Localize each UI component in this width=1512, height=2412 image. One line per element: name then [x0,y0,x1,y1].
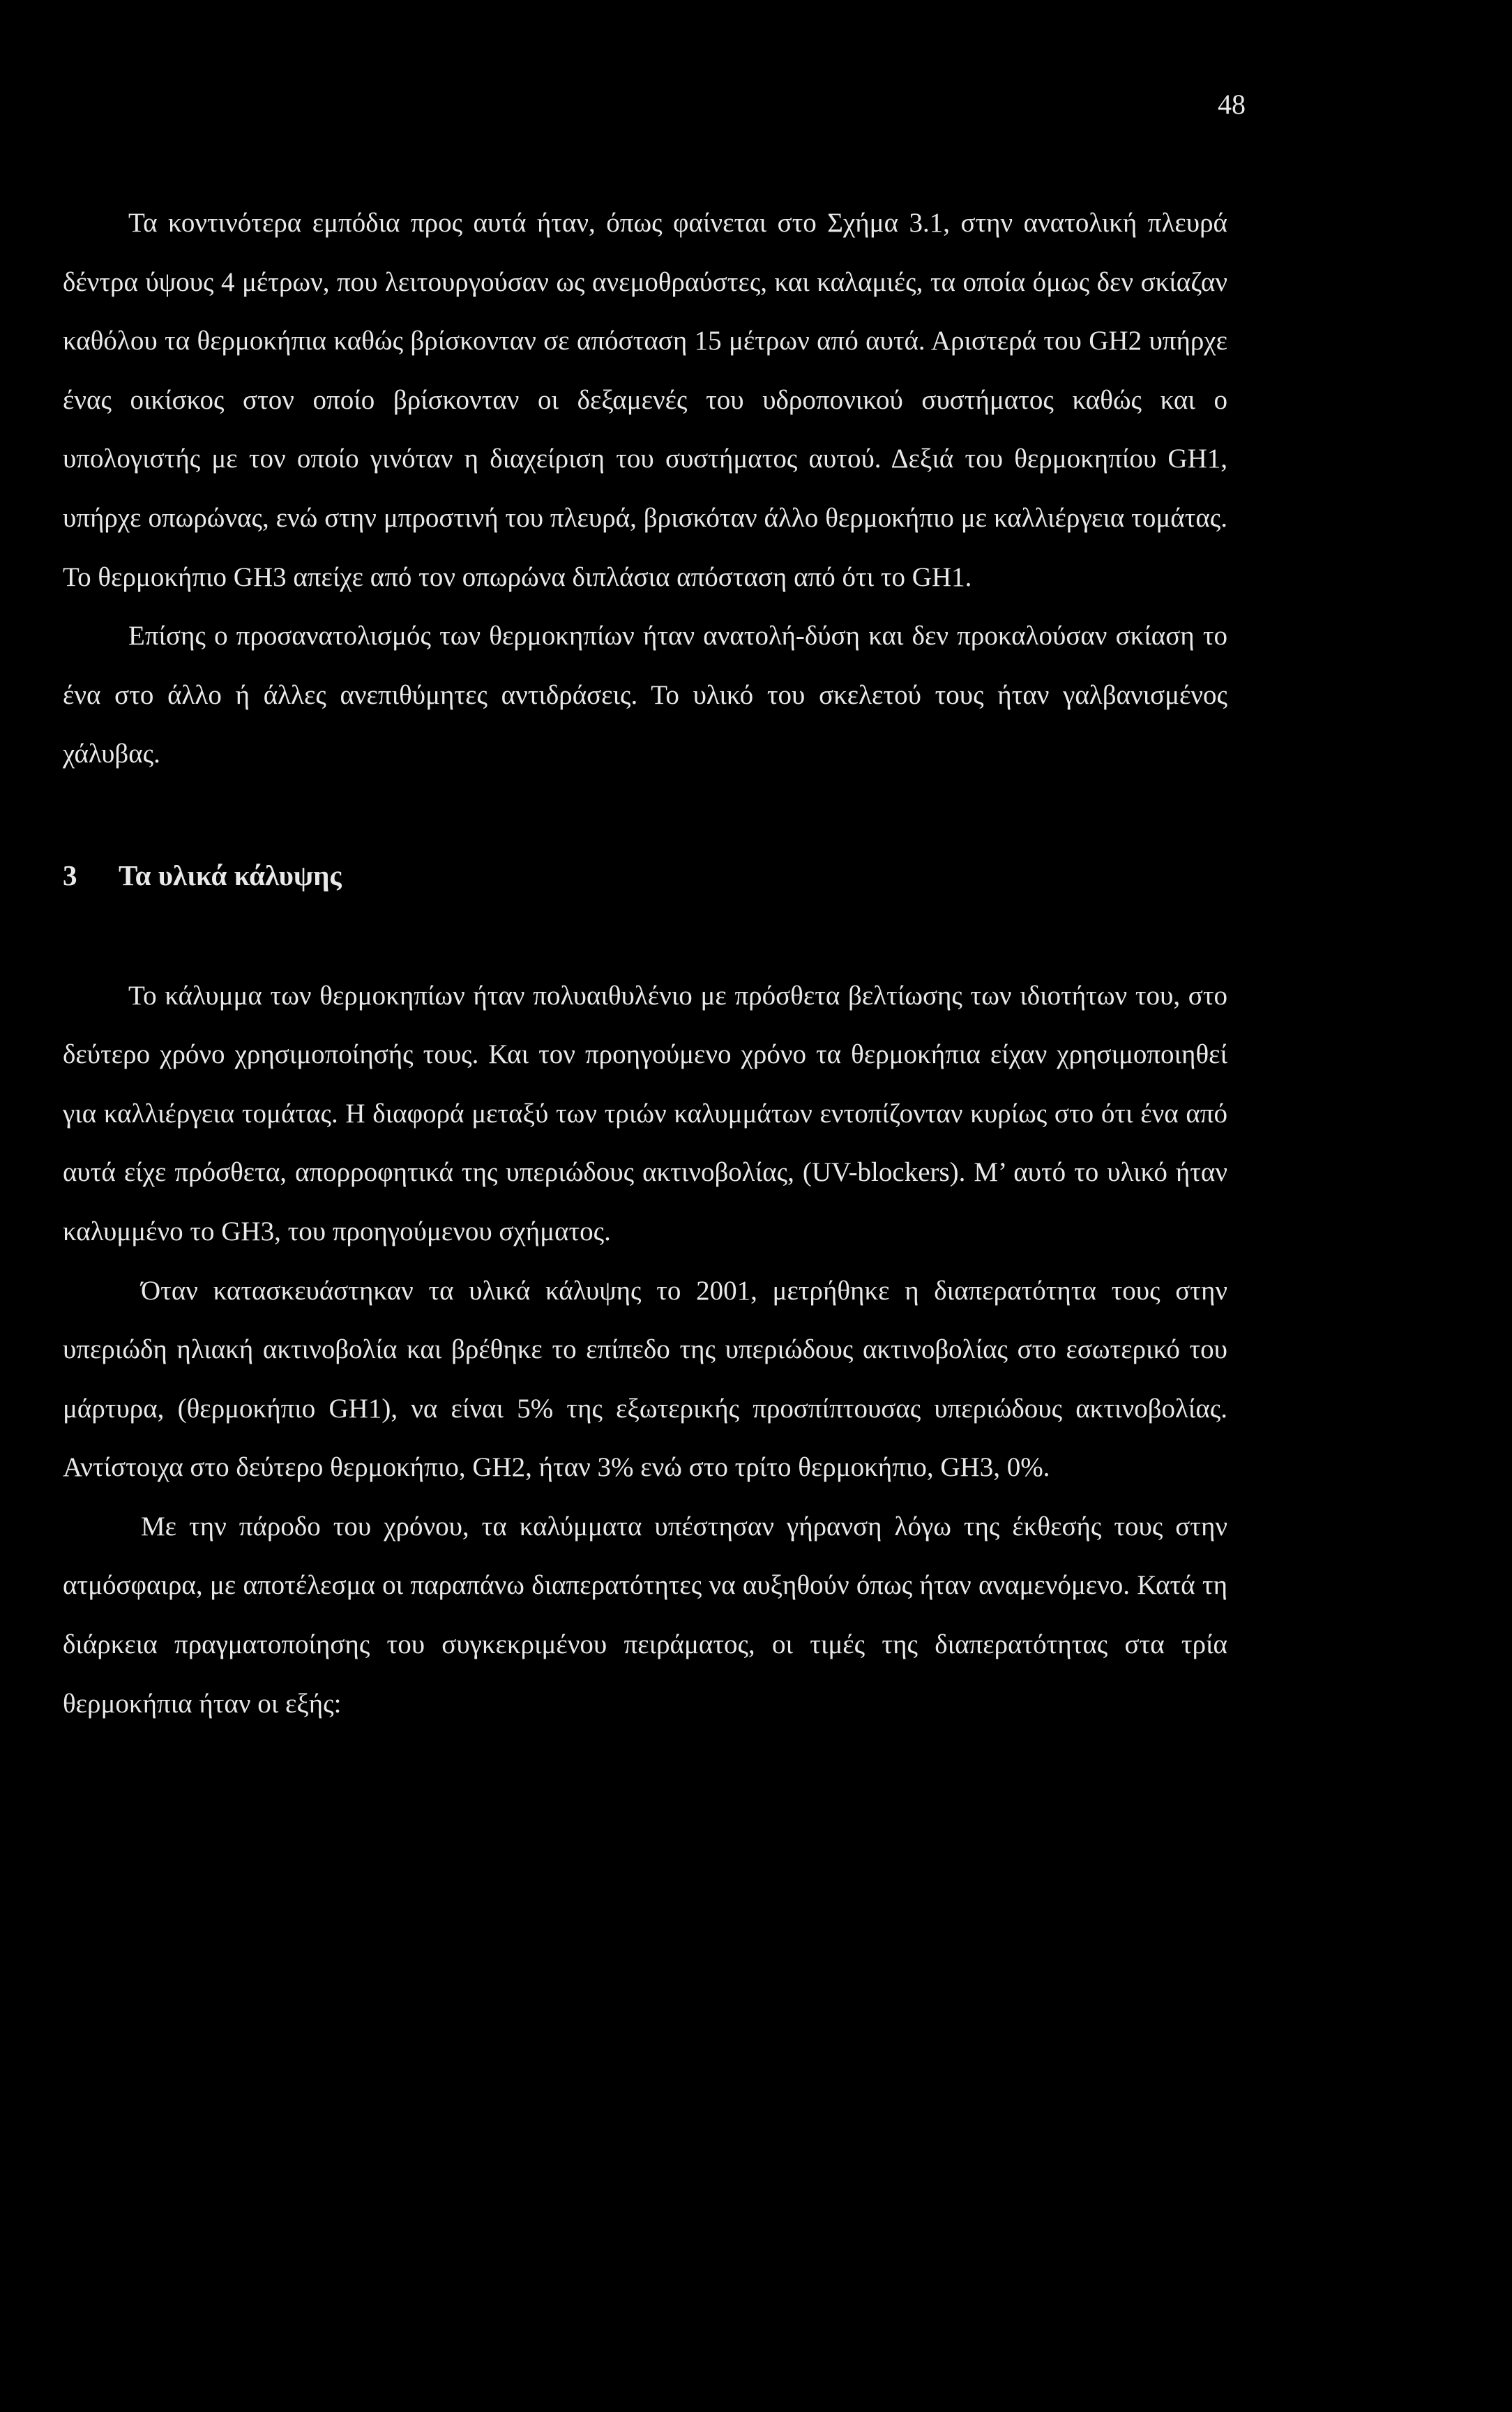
paragraph-aging: Με την πάροδο του χρόνου, τα καλύμματα υπέστησαν γήρανση λόγω της έκθεσής τους στην ατμόσφαιρα, με αποτέλεσμα οι παραπάνω διαπερατότητες να αυξηθούν όπως ήταν αναμενόμενο. Κατά τη διάρκεια πραγματοποίησης του συγκεκριμένου πειράματος, οι τιμές της διαπερατότητας στα τρία θερμοκήπια ήταν οι εξής: [63,1511,1227,1719]
paragraph-covering: Το κάλυμμα των θερμοκηπίων ήταν πολυαιθυλένιο με πρόσθετα βελτίωσης των ιδιοτήτων του, στο δεύτερο χρόνο χρησιμοποίησής τους. Και τον προηγούμενο χρόνο τα θερμοκήπια είχαν χρησιμοποιηθεί για καλλιέργεια τομάτας. Η διαφορά μεταξύ των τριών καλυμμάτων εντοπίζονταν κυρίως στο ότι ένα από αυτά είχε πρόσθετα, απορροφητικά της υπεριώδους ακτινοβολίας, (UV-blockers). Μ’ αυτό το υλικό ήταν καλυμμένο το GH3, του προηγούμενου σχήματος. [63,980,1227,1246]
section-number: 3 [63,859,77,891]
paragraph-obstacles: Τα κοντινότερα εμπόδια προς αυτά ήταν, όπως φαίνεται στο Σχήμα 3.1, στην ανατολική πλευρά δέντρα ύψους 4 μέτρων, που λειτουργούσαν ως ανεμοθραύστες, και καλαμιές, τα οποία όμως δεν σκίαζαν καθόλου τα θερμοκήπια καθώς βρίσκονταν σε απόσταση 15 μέτρων από αυτά. Αριστερά του GH2 υπήρχε ένας οικίσκος στον οποίο βρίσκονταν οι δεξαμενές του υδροπονικού συστήματος καθώς και ο υπολογιστής με τον οποίο γινόταν η διαχείριση του συστήματος αυτού. Δεξιά του θερμοκηπίου GH1, υπήρχε οπωρώνας, ενώ στην μπροστινή του πλευρά, βρισκόταν άλλο θερμοκήπιο με καλλιέργεια τομάτας. Το θερμοκήπιο GH3 απείχε από τον οπωρώνα διπλάσια απόσταση από ότι το GH1. [63,208,1227,592]
section-title: Τα υλικά κάλυψης [119,859,342,891]
section-heading [63,846,1227,905]
spacer [63,784,1227,846]
paragraph-orientation: Επίσης ο προσανατολισμός των θερμοκηπίων ήταν ανατολή-δύση και δεν προκαλούσαν σκίαση το ένα στο άλλο ή άλλες ανεπιθύμητες αντιδράσεις. Το υλικό του σκελετού τους ήταν γαλβανισμένος χάλυβας. [63,621,1227,769]
spacer [63,905,1227,967]
page-number: 48 [1218,89,1246,120]
paragraph-transmittance: Όταν κατασκευάστηκαν τα υλικά κάλυψης το 2001, μετρήθηκε η διαπερατότητα τους στην υπεριώδη ηλιακή ακτινοβολία και βρέθηκε το επίπεδο της υπεριώδους ακτινοβολίας στο εσωτερικό του μάρτυρα, (θερμοκήπιο GH1), να είναι 5% της εξωτερικής προσπίπτουσας υπεριώδους ακτινοβολίας. Αντίστοιχα στο δεύτερο θερμοκήπιο, GH2, ήταν 3% ενώ στο τρίτο θερμοκήπιο, GH3, 0%. [63,1275,1227,1483]
document-body [63,194,1227,1733]
